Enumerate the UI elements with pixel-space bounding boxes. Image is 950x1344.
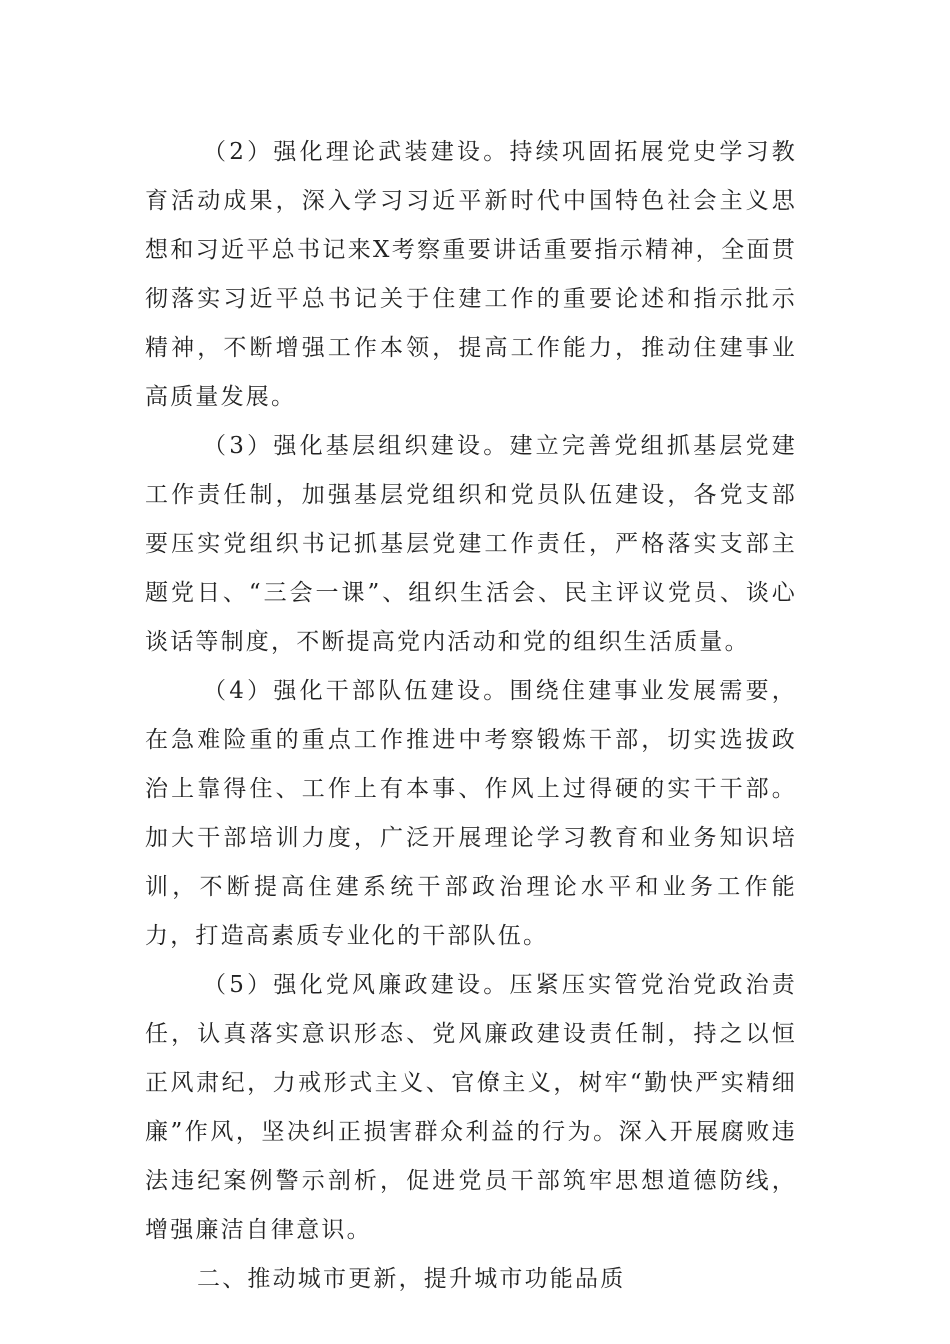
paragraph-grassroots-organization: （3）强化基层组织建设。建立完善党组抓基层党建工作责任制，加强基层党组织和党员队伍建设，各党支部要压实党组织书记抓基层党建工作责任，严格落实支部主题党日、“三会一课”、组织生活会、民主评议党员、谈心谈话等制度，不断提高党内活动和党的组织生活质量。	[145, 433, 797, 655]
document-body	[145, 128, 797, 1304]
section-heading: 二、推动城市更新，提升城市功能品质	[197, 1266, 626, 1292]
paragraph-cadre-team: （4）强化干部队伍建设。围绕住建事业发展需要，在急难险重的重点工作推进中考察锻炼干部，切实选拔政治上靠得住、工作上有本事、作风上过得硬的实干干部。加大干部培训力度，广泛开展理论学习教育和业务知识培训，不断提高住建系统干部政治理论水平和业务工作能力，打造高素质专业化的干部队伍。	[145, 678, 797, 949]
paragraph-theory-building: （2）强化理论武装建设。持续巩固拓展党史学习教育活动成果，深入学习习近平新时代中国特色社会主义思想和习近平总书记来X考察重要讲话重要指示精神，全面贯彻落实习近平总书记关于住建工作的重要论述和指示批示精神，不断增强工作本领，提高工作能力，推动住建事业高质量发展。	[145, 139, 797, 410]
paragraph-integrity-building: （5）强化党风廉政建设。压紧压实管党治党政治责任，认真落实意识形态、党风廉政建设责任制，持之以恒正风肃纪，力戒形式主义、官僚主义，树牢“勤快严实精细廉”作风，坚决纠正损害群众利益的行为。深入开展腐败违法违纪案例警示剖析，促进党员干部筑牢思想道德防线，增强廉洁自律意识。	[145, 972, 797, 1243]
